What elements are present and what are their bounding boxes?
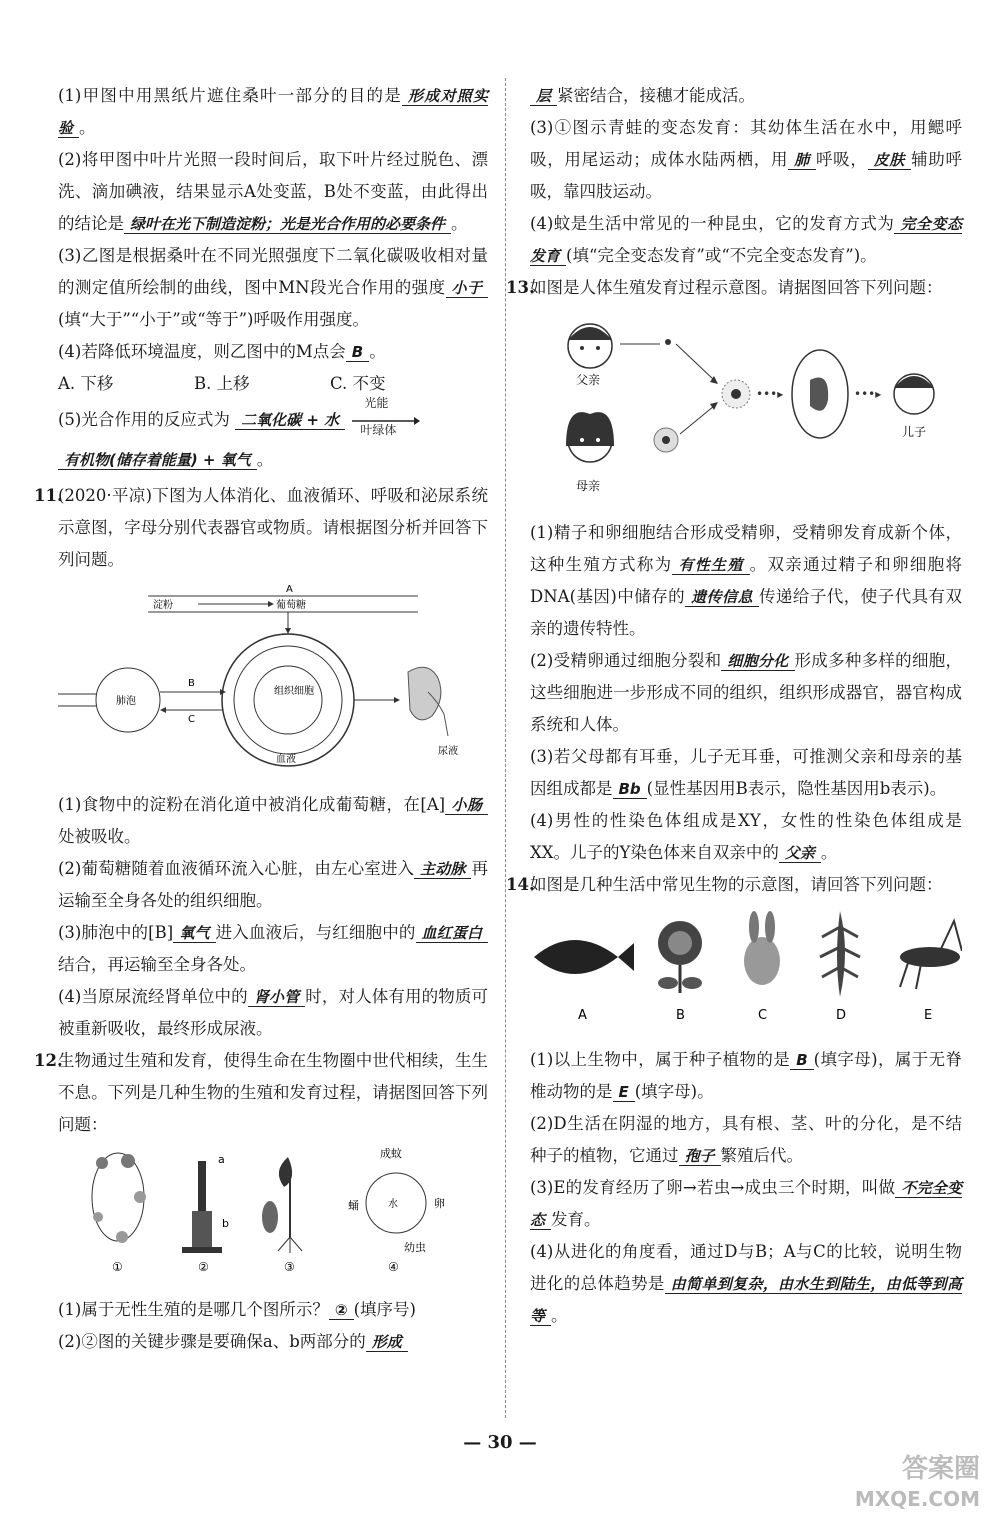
label-d: D [836,1008,847,1023]
q12-part2: (2)②图的关键步骤是要确保a、b两部分的 形成 [58,1326,488,1358]
q14-part3: (3)E的发育经历了卵→若虫→成虫三个时期，叫做 不完全变态 发育。 [530,1178,962,1229]
organisms-diagram [530,907,962,1027]
q10-part5: (5)光合作用的反应式为 二氧化碳 + 水 光能 叶绿体 有机物(储存着能量) + 氧气 。 [58,400,488,480]
q14-part2: (2)D生活在阴湿的地方，具有根、茎、叶的分化，是不结种子的植物，它通过 孢子 繁殖后代。 [530,1114,962,1165]
label-c: C [758,1008,768,1023]
answer-blank: E [613,1083,635,1102]
q13-part1: (1)精子和卵细胞结合形成受精卵，受精卵发育成新个体，这种生殖方式称为 有性生殖 。双亲通过精子和卵细胞将DNA(基因)中储存的 遗传信息 传递给子代，使子代具有双亲的遗传特性。 [530,523,962,638]
answer-blank: 主动脉 [414,860,471,879]
answer-blank: 氧气 [173,924,215,943]
q11-stem: 11.(2020·平凉)下图为人体消化、血液循环、呼吸和泌尿系统示意图，字母分别代表器官或物质。请根据图分析并回答下列问题。 [34,486,488,569]
watermark-logo: 答案圈 MXQE.COM [854,1454,980,1511]
q13-part2: (2)受精卵通过细胞分裂和 细胞分化 形成多种多样的细胞，这些细胞进一步形成不同的组织，组织形成器官，器官构成系统和人体。 [530,651,962,734]
answer-blank: 绿叶在光下制造淀粉；光是光合作用的必要条件 [124,215,451,234]
page-number: — 30 — [463,1432,537,1453]
fish-icon [534,940,634,974]
q11-part3: (3)肺泡中的[B] 氧气 进入血液后，与红细胞中的 血红蛋白结合，再运输至全身各处。 [58,917,488,981]
reproduction-diagram [58,1147,488,1277]
svg-text:幼虫: 幼虫 [404,1241,426,1254]
label-a: A [578,1008,587,1023]
svg-text:淀粉: 淀粉 [153,600,173,611]
q14-figure [530,907,962,1038]
q10-part4: (4)若降低环境温度，则乙图中的M点会 B 。 [58,342,386,361]
svg-text:①: ① [112,1260,123,1274]
q11-part1: (1)食物中的淀粉在消化道中被消化成葡萄糖，在[A] 小肠处被吸收。 [58,789,488,853]
q11-part2: (2)葡萄糖随着血液循环流入心脏，由左心室进入 主动脉 再运输至全身各处的组织细胞。 [58,859,488,910]
q10-part1: (1)甲图中用黑纸片遮住桑叶一部分的目的是 形成对照实验 。 [58,86,488,137]
fern-icon [837,911,845,997]
answer-blank: 有机物(储存着能量) + 氧气 [58,451,257,470]
q13-part3: (3)若父母都有耳垂，儿子无耳垂，可推测父亲和母亲的基因组成都是 Bb (显性基因用B表示，隐性基因用b表示)。 [530,747,962,798]
svg-text:C: C [188,714,195,725]
answer-blank: 皮肤 [868,151,911,170]
svg-text:②: ② [198,1260,209,1274]
rabbit-icon [744,937,780,985]
svg-text:a: a [218,1153,225,1166]
svg-text:b: b [222,1217,229,1230]
q10-part3: (3)乙图是根据桑叶在不同光照强度下二氧化碳吸收相对量的测定值所绘制的曲线，图中MN段光合作用的强度 小于(填“大于”“小于”或“等于”)呼吸作用强度。 [58,246,488,329]
svg-text:葡萄糖: 葡萄糖 [276,600,306,611]
q14-part4: (4)从进化的角度看，通过D与B；A与C的比较，说明生物进化的总体趋势是 由简单到复杂，由水生到陆生，由低等到高等 。 [530,1242,962,1325]
svg-text:成蚊: 成蚊 [380,1147,402,1160]
answer-blank: 形成 [366,1333,408,1352]
answer-blank: 小肠 [445,796,488,815]
svg-text:③: ③ [284,1260,295,1274]
answer-blank: 不完全变态 [530,1179,962,1229]
answer-blank: 遗传信息 [685,588,759,607]
answer-blank: 父亲 [779,844,821,863]
q14-part1: (1)以上生物中，属于种子植物的是 B (填字母)，属于无脊椎动物的是 E (填字母)。 [530,1050,963,1101]
q12-part1: (1)属于无性生殖的是哪几个图所示？ ② (填序号) [58,1300,416,1319]
svg-text:儿子: 儿子 [902,425,927,439]
q11-part4: (4)当原尿流经肾单位中的 肾小管 时，对人体有用的物质可被重新吸收，最终形成尿液。 [58,987,488,1038]
svg-text:肺泡: 肺泡 [116,696,136,707]
label-e: E [924,1008,933,1023]
q13-part4: (4)男性的性染色体组成是XY，女性的性染色体组成是XX。儿子的Y染色体来自双亲中的 父亲 。 [530,811,962,862]
q12-stem: 12.生物通过生殖和发育，使得生命在生物圈中世代相续，生生不息。下列是几种生物的生殖和发育过程，请据图回答下列问题： [34,1051,488,1134]
q13-figure [530,310,962,511]
q12-part4: (4)蚊是生活中常见的一种昆虫，它的发育方式为 完全变态发育 (填“完全变态发育”或“不完全变态发育”)。 [530,214,962,265]
reaction-arrow: 光能 叶绿体 [350,406,420,436]
svg-text:母亲: 母亲 [576,479,601,493]
svg-text:•••▸: •••▸ [854,387,882,401]
answer-blank: 小于 [446,279,488,298]
svg-text:血液: 血液 [276,754,296,765]
answer-blank: 由简单到复杂，由水生到陆生，由低等到高等 [530,1275,962,1325]
q14-stem: 14.如图是几种生活中常见生物的示意图，请回答下列问题： [506,875,943,894]
answer-blank: 肺 [788,151,816,170]
answer-blank: 层 [530,87,557,106]
svg-text:尿液: 尿液 [438,746,458,757]
svg-text:•••▸: •••▸ [756,387,784,401]
svg-text:④: ④ [388,1260,399,1274]
left-column [34,80,488,1358]
label-b: B [676,1008,685,1023]
right-column [506,80,963,1332]
svg-text:水: 水 [388,1199,398,1210]
svg-text:B: B [188,678,195,689]
answer-blank: 孢子 [679,1147,721,1166]
answer-blank: Bb [613,780,647,799]
q10-options: A. 下移 B. 上移 C. 不变 [58,374,386,393]
answer-blank: 二氧化碳 + 水 [235,411,345,430]
q12-part2-cont: 层 紧密结合，接穗才能成活。 [530,80,962,112]
q10-part2: (2)将甲图中叶片光照一段时间后，取下叶片经过脱色、漂洗、滴加碘液，结果显示A处变蓝，B处不变蓝，由此得出的结论是 绿叶在光下制造淀粉；光是光合作用的必要条件 。 [58,150,488,233]
circulation-diagram [58,582,488,772]
answer-blank: B [790,1051,813,1070]
svg-text:卵: 卵 [434,1197,445,1210]
answer-blank: 完全变态发育 [530,215,962,265]
q12-figure [58,1147,488,1288]
answer-blank: 肾小管 [248,988,305,1007]
answer-blank: 细胞分化 [721,652,794,671]
q12-part3: (3)①图示青蛙的变态发育：其幼体生活在水中，用鳃呼吸，用尾运动；成体水陆两栖，用 肺 呼吸， 皮肤 辅助呼吸，靠四肢运动。 [530,118,962,201]
answer-blank: 形成对照实验 [58,87,488,137]
answer-blank: B [346,343,369,362]
answer-blank: ② [329,1301,354,1320]
answer-blank: 血红蛋白 [416,924,488,943]
svg-text:父亲: 父亲 [576,373,601,387]
answer-blank: 有性生殖 [672,556,749,575]
svg-text:A: A [286,584,293,595]
svg-text:组织细胞: 组织细胞 [274,686,314,697]
q13-stem: 13.如图是人体生殖发育过程示意图。请据图回答下列问题： [506,278,943,297]
q11-figure [58,582,488,783]
human-reproduction-diagram [530,310,962,500]
svg-text:蛹: 蛹 [348,1199,359,1212]
